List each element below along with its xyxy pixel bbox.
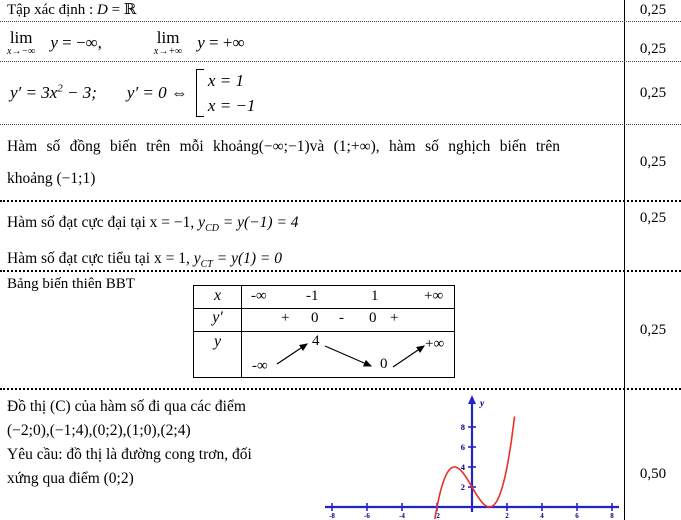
minimum-line: Hàm số đạt cực tiểu tại x = 1, $y_{CT} = y(1) = 0$ [7, 250, 282, 270]
bbt-x-value: -∞ [251, 288, 267, 304]
svg-text:4: 4 [460, 462, 465, 472]
svg-text:y: y [480, 399, 485, 409]
monotonicity-statement [0, 125, 625, 200]
arrow-down-icon [325, 346, 371, 366]
bbt-title: Bảng biến thiên BBT [7, 276, 135, 292]
bbt-x-label: x [213, 287, 222, 304]
lim-operator: lim [9, 27, 33, 47]
variation-table-cell [0, 272, 625, 388]
limit-2-expr [197, 33, 244, 53]
bbt-x-value: -1 [306, 288, 319, 304]
row-limits [0, 22, 681, 62]
derivative-statement [0, 62, 625, 124]
lim-subscript: x→+∞ [153, 45, 183, 57]
bbt-yprime-sign: + [281, 310, 290, 326]
lim-operator: lim [156, 27, 180, 47]
row-variation-table [0, 272, 681, 390]
row-extrema [0, 202, 681, 272]
bbt-table [193, 285, 455, 378]
svg-text:-6: -6 [364, 512, 370, 519]
derivative-zero-expr: y′ = 0 ⇔ [126, 83, 188, 102]
points-value: 0,25 [639, 321, 667, 338]
svg-text:2: 2 [505, 512, 509, 519]
points-value: 0,25 [639, 154, 667, 170]
svg-text:-2: -2 [434, 512, 440, 519]
points-cell [625, 0, 681, 21]
graph-points-list: (−2;0),(−1;4),(0;2),(1;0),(2;4) [7, 422, 191, 439]
limit-2-value: = +∞ [204, 32, 245, 52]
cases-bracket-icon [196, 69, 204, 117]
function-graph [323, 394, 645, 519]
exponent: 2 [57, 82, 63, 95]
graph-text-line-4: xứng qua điểm (0;2) [7, 470, 134, 487]
limit-1 [7, 29, 35, 57]
graph-text-line-3: Yêu cầu: đồ thị là đường cong trơn, đối [7, 446, 252, 463]
svg-text:4: 4 [540, 512, 544, 519]
row-domain [0, 0, 681, 22]
domain-statement [0, 0, 625, 21]
real-set-symbol: ℝ [123, 2, 137, 18]
points-cell [625, 62, 681, 124]
cd-subscript: CD [205, 223, 219, 234]
points-value: 0,25 [639, 84, 667, 101]
extrema-statement [0, 202, 625, 270]
bbt-yprime-sign: 0 [369, 310, 377, 326]
svg-text:8: 8 [610, 512, 614, 519]
svg-text:6: 6 [575, 512, 579, 519]
domain-var: D [96, 2, 108, 18]
monotonicity-line-2: khoảng (−1;1) [7, 170, 96, 187]
maximum-line: Hàm số đạt cực đại tại x = −1, $y_{CD} = y(-1) = 4$ [7, 214, 299, 234]
limit-1-value: = −∞, [57, 32, 102, 52]
bbt-x-value: 1 [371, 288, 379, 304]
graph-text-line-1: Đồ thị (C) của hàm số đi qua các điểm [7, 398, 246, 415]
limit-1-var: y [50, 32, 58, 52]
points-value: 0,25 [639, 2, 667, 18]
bbt-yprime-label: y′ [212, 309, 223, 326]
bbt-y-max: 4 [312, 333, 320, 349]
points-value: 0,25 [639, 41, 667, 57]
svg-text:8: 8 [460, 422, 465, 432]
limit-2 [154, 29, 182, 57]
bbt-yprime-sign: 0 [311, 310, 319, 326]
points-cell [625, 202, 681, 270]
solution-cases [208, 70, 256, 116]
points-value: 0,50 [639, 466, 667, 482]
limit-1-expr [50, 33, 102, 53]
points-cell [625, 125, 681, 200]
bbt-variation-arrows [241, 331, 456, 378]
row-derivative [0, 62, 681, 125]
svg-text:6: 6 [460, 442, 465, 452]
ct-subscript: CT [200, 259, 213, 270]
svg-text:-4: -4 [399, 512, 405, 519]
bbt-y-start: -∞ [252, 358, 268, 374]
svg-text:-8: -8 [329, 512, 335, 519]
svg-text:2: 2 [460, 482, 465, 492]
bbt-y-label: y [213, 333, 222, 350]
domain-label: Tập xác định : [7, 2, 97, 18]
graph-cell [0, 390, 625, 520]
bbt-y-end: +∞ [425, 336, 445, 352]
arrow-up-icon [393, 346, 424, 367]
bbt-x-value: +∞ [424, 288, 444, 304]
domain-eq: = [107, 2, 124, 18]
points-cell [625, 272, 681, 388]
derivative-expr: $y' = 3x^2 - 3$; [10, 82, 97, 102]
bbt-y-min: 0 [380, 356, 388, 372]
bbt-yprime-sign: + [390, 310, 399, 326]
lim-subscript: x→−∞ [7, 45, 36, 57]
limit-2-var: y [197, 32, 205, 52]
case-1: x = 1 [207, 71, 244, 90]
row-monotonicity [0, 125, 681, 202]
points-cell [625, 22, 681, 61]
monotonicity-line-1: Hàm số đồng biến trên mỗi khoảng(−∞;−1)và (1;+∞), hàm số nghịch biến trên [7, 138, 560, 155]
points-value: 0,25 [639, 210, 667, 226]
arrow-up-icon [277, 344, 307, 364]
bbt-yprime-sign: - [339, 310, 344, 326]
row-graph [0, 390, 681, 520]
case-2: x = −1 [207, 95, 256, 115]
limits-statement [0, 22, 625, 61]
